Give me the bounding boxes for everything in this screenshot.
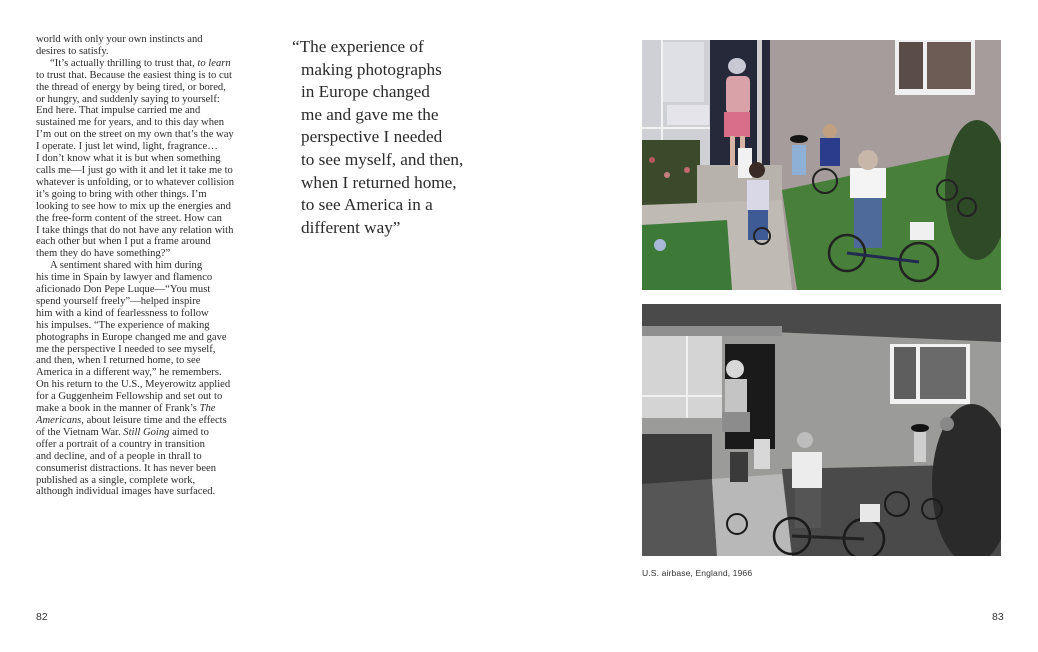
body-text-line: although individual images have surfaced. [36, 486, 216, 498]
body-text-line: America in a different way,” he remembers. [36, 367, 222, 379]
italic-title: to learn [197, 57, 231, 69]
body-text-line: his time in Spain by lawyer and flamenco [36, 272, 213, 284]
body-text-line: desires to satisfy. [36, 45, 109, 57]
bw-photo [642, 304, 1001, 556]
body-text-line: aficionado Don Pepe Luque—“You must [36, 284, 211, 296]
italic-title: The [199, 403, 216, 415]
body-text-line: I operate. I just let wind, light, fragrance… [36, 141, 218, 153]
bw-photo-illustration [642, 304, 1001, 556]
body-text-line: the free-form content of the street. How can [36, 212, 222, 224]
page-number-right: 83 [992, 611, 1004, 623]
pull-quote-line: me and gave me the [301, 104, 439, 124]
pull-quote-line: to see myself, and then, [301, 149, 464, 169]
color-photo [642, 40, 1001, 290]
pull-quote-line: different way” [301, 217, 401, 237]
pull-quote [292, 36, 482, 239]
body-text-line [36, 427, 248, 439]
body-text-line: sustained me for years, and to this day when [36, 117, 224, 129]
body-text-run: make a book in the manner of Frank’s [36, 403, 200, 415]
body-text-line: End here. That impulse carried me and [36, 105, 201, 117]
body-text-line [36, 403, 248, 415]
italic-title: Americans, [36, 415, 84, 426]
body-text-line: for a Guggenheim Fellowship and set out to [36, 391, 223, 403]
body-text-line: calls me—I just go with it and let it take me to [36, 164, 233, 176]
body-text-line: or hungry, and suddenly saying to yourself: [36, 93, 220, 105]
body-text-line: me the perspective I needed to see myself, [36, 343, 216, 355]
body-text-run: of the Vietnam War. [36, 426, 124, 438]
body-text-line: and decline, and of a people in thrall to [36, 450, 202, 462]
body-text-line: the thread of energy by being tired, or bored, [36, 81, 226, 93]
pull-quote-line: when I returned home, [301, 172, 457, 192]
body-text-line: A sentiment shared with him during [50, 260, 203, 272]
body-text-line: photographs in Europe changed me and gave [36, 331, 227, 343]
pull-quote-line: perspective I needed [301, 127, 443, 147]
italic-title: Still Going [123, 426, 170, 438]
photo-caption: U.S. airbase, England, 1966 [642, 568, 753, 578]
body-text-line: world with only your own instincts and [36, 34, 203, 45]
body-text-line: him with a kind of fearlessness to follow [36, 307, 209, 319]
body-text-line: each other but when I put a frame around [36, 236, 211, 248]
body-text-run: about leisure time and the effects [83, 415, 227, 426]
page-number-left: 82 [36, 611, 48, 623]
body-text-line: it’s going to bring with other things. I’m [36, 188, 207, 200]
body-text-run: “It’s actually thrilling to trust that, [50, 57, 198, 69]
body-text-line: whatever is unfolding, or to whatever collision [36, 176, 234, 188]
body-text-column [36, 34, 248, 498]
body-text-line: On his return to the U.S., Meyerowitz applied [36, 379, 231, 391]
color-photo-illustration [642, 40, 1001, 290]
pull-quote-line: to see America in a [301, 195, 433, 215]
body-text-line: and then, when I returned home, to see [36, 355, 201, 367]
body-text-line: spend yourself freely”—helped inspire [36, 295, 201, 307]
body-text-line: published as a single, complete work, [36, 474, 196, 486]
body-text-line: offer a portrait of a country in transition [36, 438, 205, 450]
body-text-line: I don’t know what it is but when something [36, 153, 221, 165]
body-text-line: to trust that. Because the easiest thing is to cut [36, 69, 232, 81]
body-text-line [36, 58, 248, 70]
body-text-line: I take things that do not have any relation with [36, 224, 234, 236]
body-text-line: his impulses. “The experience of making [36, 319, 210, 331]
body-text-run: aimed to [169, 426, 209, 438]
body-text-line: them they do have something?” [36, 248, 171, 260]
body-text-line: I’m out on the street on my own that’s the way [36, 129, 234, 141]
pull-quote-line: in Europe changed [301, 82, 430, 102]
body-text-line: looking to see how to mix up the energies and [36, 200, 231, 212]
pull-quote-line: making photographs [301, 59, 442, 79]
pull-quote-line: “The experience of [292, 37, 424, 56]
body-text-line [36, 415, 248, 427]
body-text-line: consumerist distractions. It has never been [36, 462, 217, 474]
